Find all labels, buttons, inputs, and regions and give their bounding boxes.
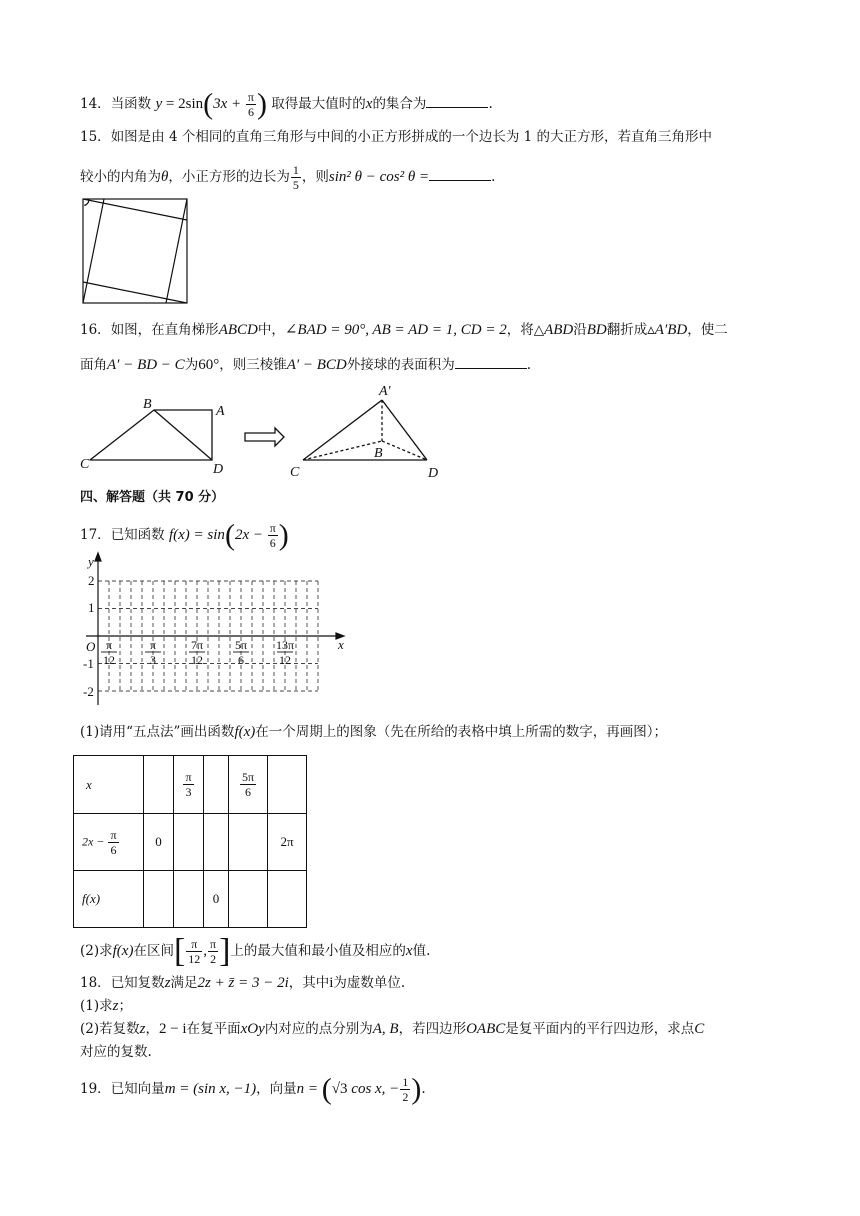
table-cell[interactable]: $\frac{5\pi}{6}$ [229,756,268,814]
y-tick-label: 1 [88,600,95,615]
label-b2: B [374,446,383,461]
table-cell[interactable]: 0 [144,814,174,871]
table-cell[interactable]: 0 [204,871,229,928]
question-15-line-1: 15．如图是由 4 个相同的直角三角形与中间的小正方形拼成的一个边长为 1 的大正方形，若直角三角形中 [80,129,713,145]
table-cell[interactable] [229,871,268,928]
question-14: 14．当函数 y = 2sin(3x + $\frac{\pi}{6}$ ) 取得最大值时的x的集合为 . [80,87,493,121]
x-axis-label: x [338,637,344,652]
table-cell[interactable]: 2π [268,814,307,871]
x-tick-denominator: 12 [103,653,115,667]
question-17-part-1: (1)请用“五点法”画出函数f(x)在一个周期上的图象（先在所给的表格中填上所需的数字，再画图）； [80,724,668,740]
table-cell[interactable] [174,814,204,871]
table-head-x: x [74,756,144,814]
answer-blank [429,166,491,181]
question-15-line-2: 较小的内角为θ，小正方形的边长为 $\frac{1}{5}$ ，则sin² θ − cos² θ = . [80,163,496,192]
x-tick-numerator: π [105,638,113,652]
triangle-edge [166,199,187,303]
five-point-table [73,755,307,928]
fraction: $\frac{\pi}{6}$ [247,90,254,119]
question-number: 14． [80,96,111,112]
fraction: $\frac{\pi}{6}$ [269,521,276,550]
trapezoid-abcd [90,410,212,460]
x-tick-denominator: 3 [150,653,156,667]
outer-square [83,199,187,303]
table-head-2x: 2x − $\frac{\pi}{6}$ [74,814,144,871]
section-heading: 四、解答题（共 70 分） [80,490,225,505]
question-17-part-2: (2)求f(x)在区间[ $\frac{\pi}{12}$ , $\frac{\pi}{2}$ ]上的最大值和最小值及相应的x值. [80,932,431,970]
sine-graph-grid [76,550,366,710]
triangle-edge [83,282,187,303]
table-cell[interactable] [144,756,174,814]
table-cell[interactable] [268,871,307,928]
table-cell[interactable] [268,756,307,814]
table-cell[interactable] [204,814,229,871]
label-d: D [213,462,224,477]
question-number: 18． [80,975,111,991]
diagonal-bd [154,410,212,460]
origin-label: O [86,639,96,654]
x-tick-denominator: 6 [238,653,244,667]
question-number: 16． [80,322,111,338]
y-axis-arrow [95,553,101,561]
question-number: 17． [80,527,111,543]
table-cell[interactable] [174,871,204,928]
question-18-part-1: (1)求z； [80,998,132,1014]
y-tick-label: -1 [83,656,94,671]
x-tick-denominator: 12 [191,653,203,667]
angle-mark [84,200,89,205]
y-tick-label: 2 [88,573,95,588]
trapezoid-fold-figure [70,380,470,480]
question-16-line-1: 16．如图，在直角梯形ABCD中，∠BAD = 90°, AB = AD = 1, CD = 2，将△ABD沿BD翻折成▵A′BD，使二 [80,322,728,338]
fold-arrow [245,428,284,446]
triangle-edge [83,199,187,220]
table-cell[interactable]: $\frac{\pi}{3}$ [174,756,204,814]
label-b: B [143,397,152,412]
question-16-line-2: 面角A′ − BD − C为60°，则三棱锥A′ − BCD外接球的表面积为 . [80,354,531,375]
table-head-fx: f(x) [74,871,144,928]
table-cell[interactable] [229,814,268,871]
y-tick-label: -2 [83,684,94,699]
square-figure [80,196,190,306]
question-number: 19． [80,1081,111,1097]
x-tick-numerator: π [149,638,157,652]
y-axis-label: y [88,554,94,569]
question-18-part-2: (2)若复数z，2 − i在复平面xOy内对应的点分别为A, B，若四边形OABC是复平面内的平行四边形，求点C [80,1021,705,1037]
table-cell[interactable] [144,871,174,928]
triangle-edge [83,199,104,303]
question-18-line-1: 18．已知复数z满足2z + z̄ = 3 − 2i，其中i为虚数单位. [80,975,406,991]
x-tick-numerator: 13π [275,638,295,652]
label-d2: D [428,466,439,480]
table-cell[interactable] [204,756,229,814]
x-tick-numerator: 7π [190,638,204,652]
fraction: $\frac{1}{5}$ [292,163,299,192]
answer-blank [426,93,488,108]
question-19: 19．已知向量m = (sin x, −1)，向量n = (√3 cos x, − $\frac{1}{2}$ ). [80,1072,426,1106]
label-a: A [216,404,225,419]
x-tick-denominator: 12 [279,653,291,667]
answer-blank [455,354,527,369]
label-c: C [80,457,90,472]
label-c2: C [290,465,300,480]
x-tick-numerator: 5π [234,638,248,652]
label-a-prime: A′ [379,384,391,399]
question-number: 15． [80,129,111,145]
question-18-part-2-cont: 对应的复数. [80,1044,152,1060]
question-17: 17．已知函数 f(x) = sin(2x − $\frac{\pi}{6}$ ) [80,518,289,552]
